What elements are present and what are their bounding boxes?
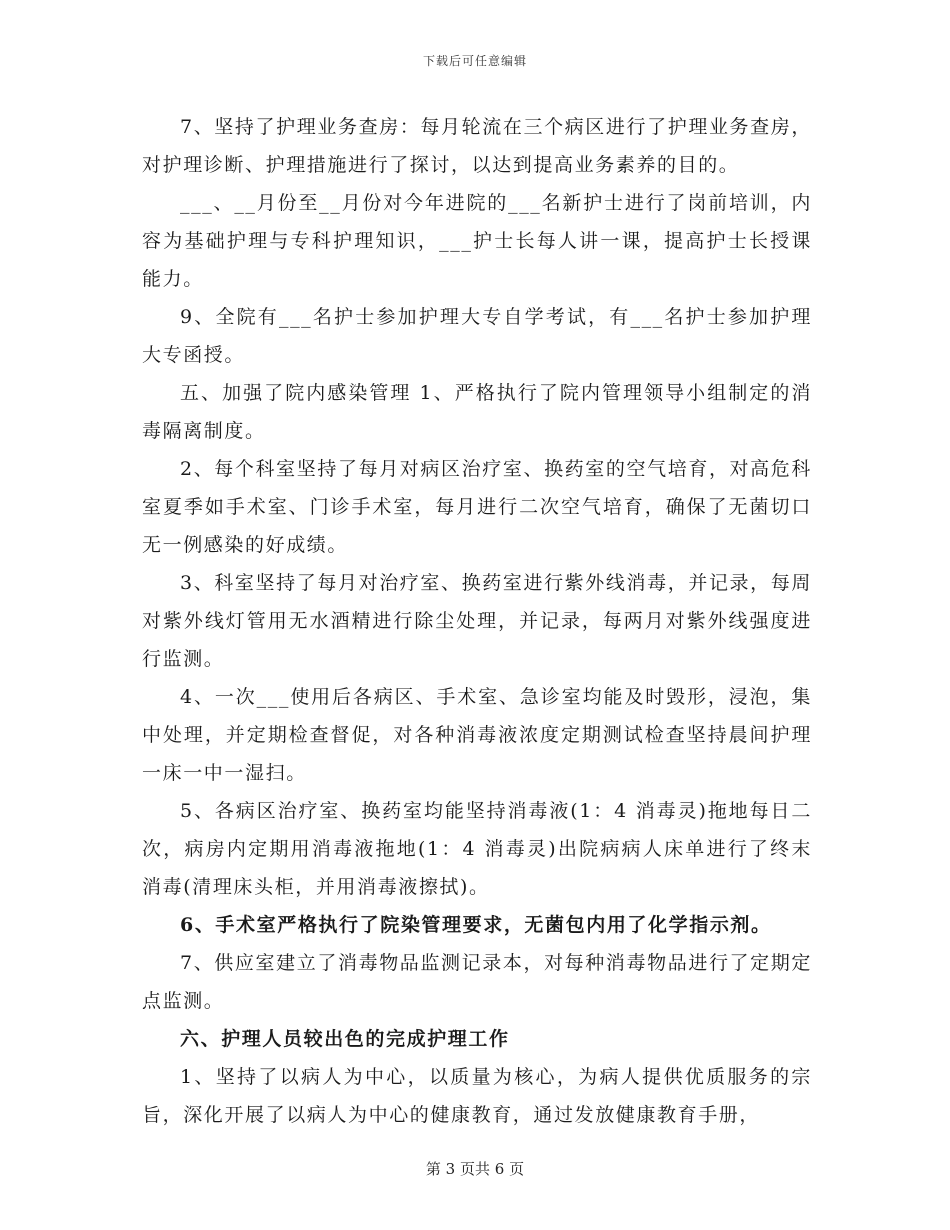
paragraph: ___、__月份至__月份对今年进院的___名新护士进行了岗前培训，内容为基础护理与专科护理知识，___护士长每人讲一课，提高护士长授课能力。	[142, 192, 812, 290]
document-body	[142, 108, 812, 1134]
page-header-note: 下载后可任意编辑	[422, 54, 527, 68]
paragraph: 1、坚持了以病人为中心，以质量为核心，为病人提供优质服务的宗旨，深化开展了以病人为中心的健康教育，通过发放健康教育手册，	[142, 1066, 812, 1126]
paragraph: 7、坚持了护理业务查房：每月轮流在三个病区进行了护理业务查房，对护理诊断、护理措施进行了探讨，以达到提高业务素养的目的。	[142, 116, 812, 176]
page-number: 第 3 页共 6 页	[425, 1160, 525, 1178]
section-heading: 六、护理人员较出色的完成护理工作	[180, 1028, 510, 1050]
paragraph: 3、科室坚持了每月对治疗室、换药室进行紫外线消毒，并记录，每周对紫外线灯管用无水酒精进行除尘处理，并记录，每两月对紫外线强度进行监测。	[142, 572, 812, 670]
paragraph: 4、一次___使用后各病区、手术室、急诊室均能及时毁形，浸泡，集中处理，并定期检查督促，对各种消毒液浓度定期测试检查坚持晨间护理一床一中一湿扫。	[142, 686, 812, 784]
section-heading-paragraph: 五、加强了院内感染管理 1、严格执行了院内管理领导小组制定的消毒隔离制度。	[142, 382, 812, 442]
paragraph: 9、全院有___名护士参加护理大专自学考试，有___名护士参加护理大专函授。	[142, 306, 812, 366]
paragraph: 7、供应室建立了消毒物品监测记录本，对每种消毒物品进行了定期定点监测。	[142, 952, 812, 1012]
paragraph-bold: 6、手术室严格执行了院染管理要求，无菌包内用了化学指示剂。	[180, 914, 772, 936]
paragraph: 2、每个科室坚持了每月对病区治疗室、换药室的空气培育，对高危科室夏季如手术室、门诊手术室，每月进行二次空气培育，确保了无菌切口无一例感染的好成绩。	[142, 458, 812, 556]
paragraph: 5、各病区治疗室、换药室均能坚持消毒液(1：4 消毒灵)拖地每日二次，病房内定期用消毒液拖地(1：4 消毒灵)出院病病人床单进行了终末消毒(清理床头柜，并用消毒液擦拭)。	[142, 800, 812, 898]
